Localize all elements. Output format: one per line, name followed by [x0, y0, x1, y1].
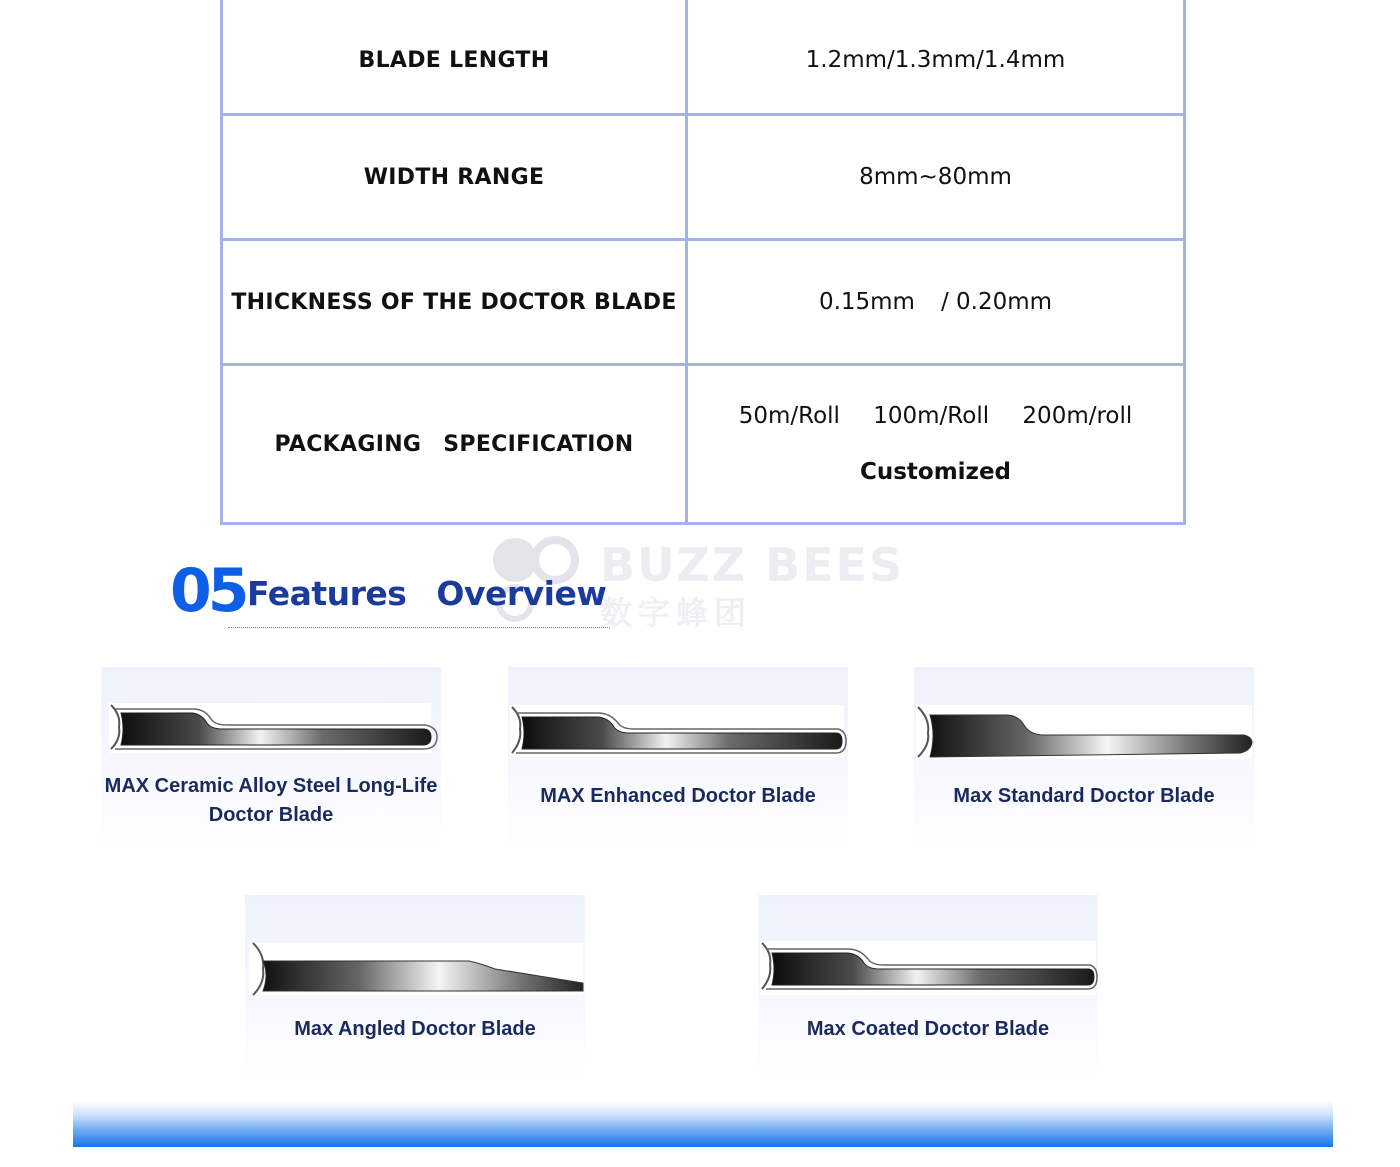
- card-caption-line: Doctor Blade: [208, 804, 334, 826]
- card-caption: MAX Enhanced Doctor Blade: [540, 785, 816, 807]
- section-underline: [228, 627, 610, 628]
- table-row: [222, 365, 1185, 524]
- section-title-word: Features: [247, 574, 407, 613]
- blade-profile-icon: [101, 699, 441, 759]
- spec-label-packaging: [222, 365, 687, 524]
- spec-value-blade-length: 1.2mm/1.3mm/1.4mm: [687, 0, 1185, 115]
- thickness-option: / 0.20mm: [940, 289, 1053, 315]
- thickness-option: 0.15mm: [818, 289, 915, 315]
- packaging-option: 100m/Roll: [873, 403, 990, 429]
- section-number: 05: [170, 556, 246, 626]
- packaging-custom: Customized: [859, 459, 1012, 485]
- spec-table: [220, 0, 1186, 525]
- packaging-options: [688, 403, 1183, 429]
- packaging-option: 200m/roll: [1022, 403, 1133, 429]
- bottom-gradient-bar: [73, 1101, 1333, 1147]
- card-caption: Max Coated Doctor Blade: [806, 1018, 1050, 1040]
- packaging-label-part: SPECIFICATION: [443, 431, 634, 457]
- product-card[interactable]: [508, 667, 848, 853]
- card-caption: [101, 772, 441, 830]
- blade-profile-icon: [245, 939, 585, 999]
- section-title-word: Overview: [436, 574, 607, 613]
- product-card[interactable]: [758, 895, 1098, 1081]
- spec-value-thickness: [687, 240, 1185, 365]
- spec-label-thickness: THICKNESS OF THE DOCTOR BLADE: [222, 240, 687, 365]
- table-row: [222, 240, 1185, 365]
- packaging-label-part: PACKAGING: [274, 431, 422, 457]
- card-caption: Max Angled Doctor Blade: [294, 1018, 536, 1040]
- card-caption-line: MAX Ceramic Alloy Steel Long-Life: [104, 775, 438, 797]
- spec-value-packaging: [687, 365, 1185, 524]
- blade-profile-icon: [758, 939, 1098, 999]
- spec-label-blade-length: BLADE LENGTH: [222, 0, 687, 115]
- spec-value-width-range: 8mm~80mm: [687, 115, 1185, 240]
- spec-label-width-range: WIDTH RANGE: [222, 115, 687, 240]
- card-caption: Max Standard Doctor Blade: [953, 785, 1215, 807]
- blade-profile-icon: [508, 703, 848, 763]
- watermark-brand: BUZZ BEES: [600, 538, 905, 592]
- table-row: [222, 0, 1185, 115]
- watermark-brand-sub: 数字蜂团: [600, 594, 753, 632]
- section-title: [247, 574, 606, 613]
- packaging-option: 50m/Roll: [738, 403, 840, 429]
- product-card[interactable]: [245, 895, 585, 1081]
- blade-profile-icon: [914, 703, 1254, 763]
- product-card[interactable]: [914, 667, 1254, 853]
- product-card[interactable]: [101, 667, 441, 853]
- table-row: [222, 115, 1185, 240]
